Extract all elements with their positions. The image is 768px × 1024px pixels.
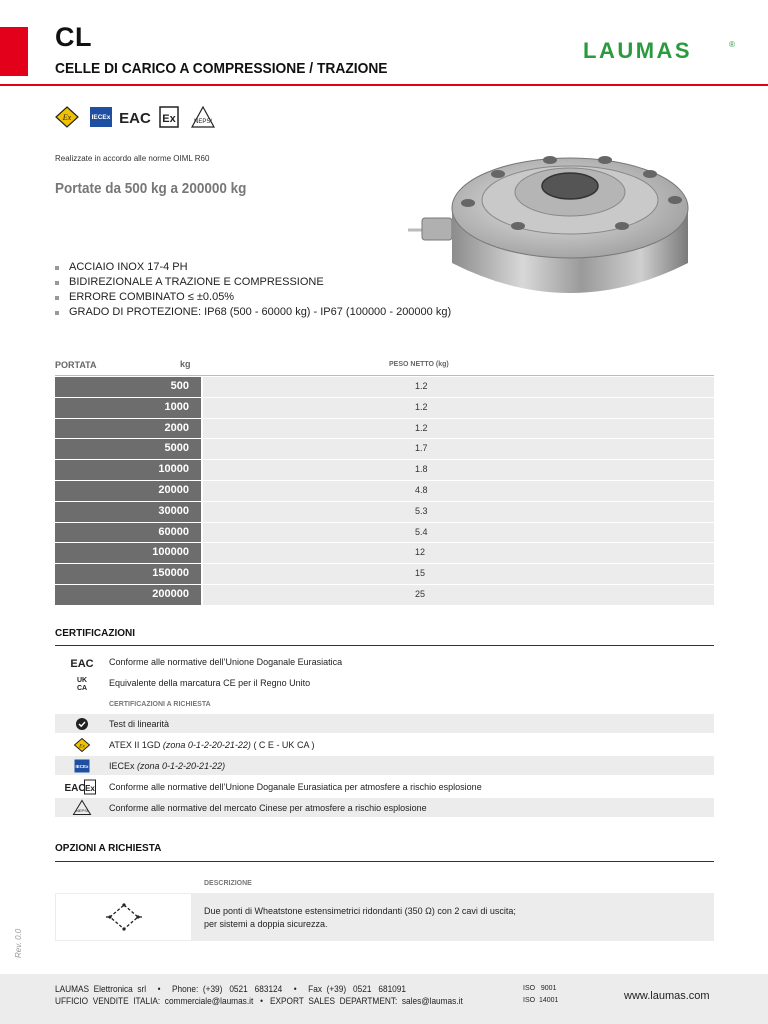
weight-cell: 12 bbox=[201, 543, 714, 564]
eac-icon bbox=[119, 105, 151, 129]
feature-item: ERRORE COMBINATO ≤ ±0.05% bbox=[55, 290, 451, 305]
header-accent-tab bbox=[0, 27, 28, 76]
svg-text:IECEx: IECEx bbox=[91, 114, 111, 121]
options-rule bbox=[55, 861, 714, 862]
cn-ex-icon bbox=[191, 105, 215, 129]
capacity-cell: 5000 bbox=[55, 439, 201, 460]
ex-icon bbox=[157, 105, 181, 129]
svg-text:EAC: EAC bbox=[64, 782, 86, 794]
cn-ex-icon bbox=[55, 800, 109, 815]
table-row bbox=[55, 564, 714, 585]
option-description: Due ponti di Wheatstone estensimetrici ridondanti (350 Ω) con 2 cavi di uscita; per sistemi a doppia sicurezza. bbox=[204, 906, 516, 929]
svg-text:UK: UK bbox=[76, 676, 88, 684]
weight-cell: 1.2 bbox=[201, 398, 714, 419]
capacity-cell: 60000 bbox=[55, 523, 201, 544]
svg-text:Ex: Ex bbox=[85, 783, 95, 793]
check-icon bbox=[55, 718, 109, 730]
weight-cell: 1.2 bbox=[201, 419, 714, 440]
revision-label: Rev. 0.0 bbox=[14, 928, 23, 958]
svg-text:NEPSI: NEPSI bbox=[193, 119, 213, 125]
weight-cell: 5.3 bbox=[201, 502, 714, 523]
svg-text:CA: CA bbox=[76, 684, 88, 692]
feature-item: BIDIREZIONALE A TRAZIONE E COMPRESSIONE bbox=[55, 275, 451, 290]
svg-text:NEPSI: NEPSI bbox=[75, 808, 89, 813]
feature-item: GRADO DI PROTEZIONE: IP68 (500 - 60000 kg) - IP67 (100000 - 200000 kg) bbox=[55, 305, 451, 320]
certifications-title: CERTIFICAZIONI bbox=[55, 628, 135, 639]
table-header-rule bbox=[55, 375, 714, 376]
wheatstone-bridge-icon bbox=[55, 893, 192, 941]
footer-emails: UFFICIO VENDITE ITALIA: commerciale@laumas.it • EXPORT SALES DEPARTMENT: sales@laumas.it bbox=[55, 996, 463, 1006]
table-row bbox=[55, 398, 714, 419]
header-divider bbox=[0, 84, 768, 86]
table-row bbox=[55, 377, 714, 398]
svg-text:EAC: EAC bbox=[119, 110, 151, 127]
capacity-cell: 500 bbox=[55, 377, 201, 398]
ukca-icon bbox=[55, 675, 109, 691]
page-subtitle: CELLE DI CARICO A COMPRESSIONE / TRAZIONE bbox=[55, 60, 388, 77]
capacity-cell: 2000 bbox=[55, 419, 201, 440]
iecex-icon bbox=[89, 105, 113, 129]
capacity-cell: 1000 bbox=[55, 398, 201, 419]
svg-text:EAC: EAC bbox=[70, 657, 94, 670]
capacity-cell: 10000 bbox=[55, 460, 201, 481]
iecex-icon bbox=[55, 759, 109, 773]
table-row bbox=[55, 523, 714, 544]
certifications-rule bbox=[55, 645, 714, 646]
weight-cell: 25 bbox=[201, 585, 714, 606]
weight-cell: 1.7 bbox=[201, 439, 714, 460]
registered-mark: ® bbox=[729, 40, 735, 49]
eac-icon bbox=[55, 655, 109, 669]
eac-ex-icon bbox=[55, 779, 109, 795]
cert-row-eac: EAC Conforme alle normative dell’Unione Doganale Eurasiatica bbox=[55, 652, 714, 671]
iso-9001: ISO 9001 bbox=[523, 985, 557, 992]
on-request-label: CERTIFICAZIONI A RICHIESTA bbox=[109, 701, 211, 708]
svg-text:Ex: Ex bbox=[79, 743, 85, 749]
laumas-logo: LAUMAS bbox=[583, 38, 693, 63]
cert-row-ukca: UK CA Equivalente della marcatura CE per il Regno Unito bbox=[55, 673, 714, 692]
column-header-weight: PESO NETTO (kg) bbox=[389, 361, 449, 368]
table-row bbox=[55, 585, 714, 606]
certification-icons bbox=[55, 105, 215, 129]
page-title: CL bbox=[55, 22, 92, 52]
weight-cell: 5.4 bbox=[201, 523, 714, 544]
cert-row-cn-ex: NEPSI Conforme alle normative del mercato Cinese per atmosfere a rischio esplosione bbox=[55, 798, 714, 817]
weight-cell: 4.8 bbox=[201, 481, 714, 502]
column-header-unit: kg bbox=[180, 359, 191, 369]
iso-14001: ISO 14001 bbox=[523, 997, 559, 1004]
cert-row-iecex: IECEx IECEx (zona 0-1-2-20-21-22) bbox=[55, 756, 714, 775]
cert-row-eac-ex: EAC Ex Conforme alle normative dell’Unione Doganale Eurasiatica per atmosfere a rischio esplosione bbox=[55, 777, 714, 796]
footer-contacts: LAUMAS Elettronica srl • Phone: (+39) 0521 683124 • Fax (+39) 0521 681091 bbox=[55, 984, 406, 994]
svg-text:IECEx: IECEx bbox=[75, 763, 89, 769]
capacity-cell: 100000 bbox=[55, 543, 201, 564]
weight-cell: 15 bbox=[201, 564, 714, 585]
cert-row-atex: Ex ATEX II 1GD (zona 0-1-2-20-21-22) ( C E - UK CA ) bbox=[55, 735, 714, 754]
options-title: OPZIONI A RICHIESTA bbox=[55, 843, 162, 854]
website-link[interactable]: www.laumas.com bbox=[624, 990, 710, 1002]
feature-list bbox=[55, 260, 451, 320]
feature-item: ACCIAIO INOX 17-4 PH bbox=[55, 260, 451, 275]
capacity-cell: 20000 bbox=[55, 481, 201, 502]
description-label: DESCRIZIONE bbox=[204, 880, 252, 887]
table-row bbox=[55, 460, 714, 481]
norm-note: Realizzate in accordo alle norme OIML R60 bbox=[55, 154, 210, 163]
svg-text:Ex: Ex bbox=[62, 113, 72, 122]
capacity-cell: 150000 bbox=[55, 564, 201, 585]
table-row bbox=[55, 502, 714, 523]
table-row bbox=[55, 419, 714, 440]
capacity-cell: 200000 bbox=[55, 585, 201, 606]
table-row bbox=[55, 439, 714, 460]
cert-row-linearity: Test di linearità bbox=[55, 714, 714, 733]
svg-text:Ex: Ex bbox=[162, 113, 176, 125]
capacity-cell: 30000 bbox=[55, 502, 201, 523]
table-row bbox=[55, 543, 714, 564]
atex-icon bbox=[55, 738, 109, 752]
table-row bbox=[55, 481, 714, 502]
atex-icon bbox=[55, 105, 79, 129]
capacity-table bbox=[55, 377, 714, 606]
capacity-range: Portate da 500 kg a 200000 kg bbox=[55, 180, 247, 197]
column-header-capacity: PORTATA bbox=[55, 360, 97, 370]
weight-cell: 1.8 bbox=[201, 460, 714, 481]
weight-cell: 1.2 bbox=[201, 377, 714, 398]
